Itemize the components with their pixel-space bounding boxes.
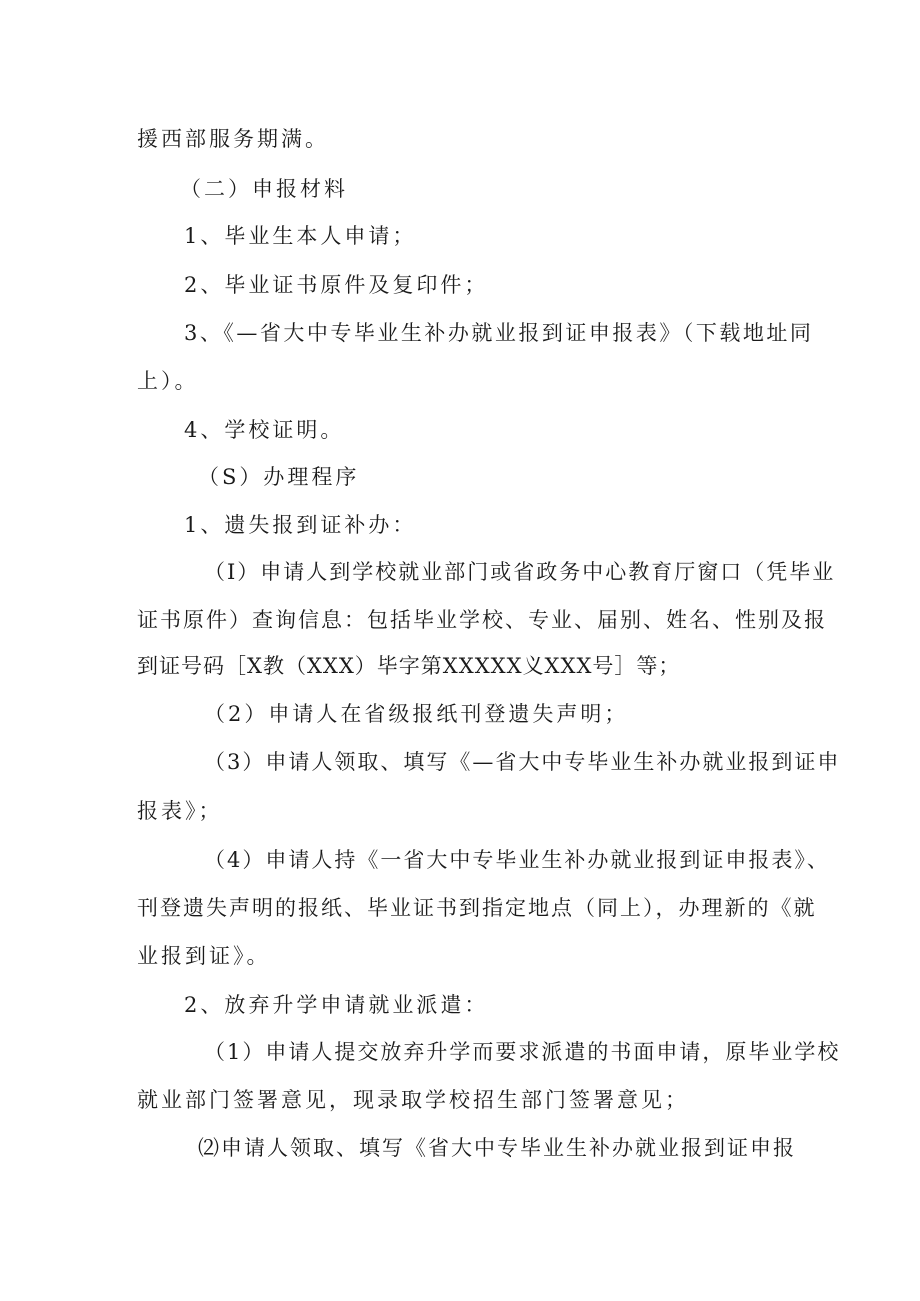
text-line: 报表》； [137, 799, 223, 823]
text-line: 1、遗失报到证补办： [184, 513, 417, 537]
text-line: 3、《—省大中专毕业生补办就业报到证申报表》（下载地址同 [184, 321, 814, 345]
text-line: （1）申请人提交放弃升学而要求派遣的书面申请，原毕业学校 [204, 1040, 841, 1064]
text-line: 1、毕业生本人申请； [184, 224, 417, 248]
text-line: （I）申请人到学校就业部门或省政务中心教育厅窗口（凭毕业 [204, 560, 836, 584]
text-line: 业报到证》。 [137, 944, 271, 968]
text-line: 证书原件）查询信息：包括毕业学校、专业、届别、姓名、性别及报 [137, 608, 827, 632]
text-line: 援西部服务期满。 [137, 127, 329, 151]
text-line: 4、学校证明。 [184, 418, 345, 442]
text-line: （2）申请人在省级报纸刊登遗失声明； [204, 702, 629, 726]
section-heading: （S）办理程序 [198, 465, 360, 489]
text-line: ⑵申请人领取、填写《省大中专毕业生补办就业报到证申报 [198, 1136, 796, 1160]
text-line: 到证号码［X教（XXX）毕字第XXXXX义XXX号］等； [137, 654, 681, 678]
text-line: 2、放弃升学申请就业派遣： [184, 993, 489, 1017]
text-line: （4）申请人持《一省大中专毕业生补办就业报到证申报表》、 [204, 848, 830, 872]
text-line: 就业部门签署意见，现录取学校招生部门签署意见； [137, 1088, 689, 1112]
section-heading: （二）申报材料 [180, 177, 348, 201]
text-line: 上）。 [137, 369, 199, 393]
text-line: 2、毕业证书原件及复印件； [184, 273, 489, 297]
text-line: 刊登遗失声明的报纸、毕业证书到指定地点（同上），办理新的《就 [137, 896, 817, 920]
text-line: （3）申请人领取、填写《—省大中专毕业生补办就业报到证申 [204, 750, 841, 774]
